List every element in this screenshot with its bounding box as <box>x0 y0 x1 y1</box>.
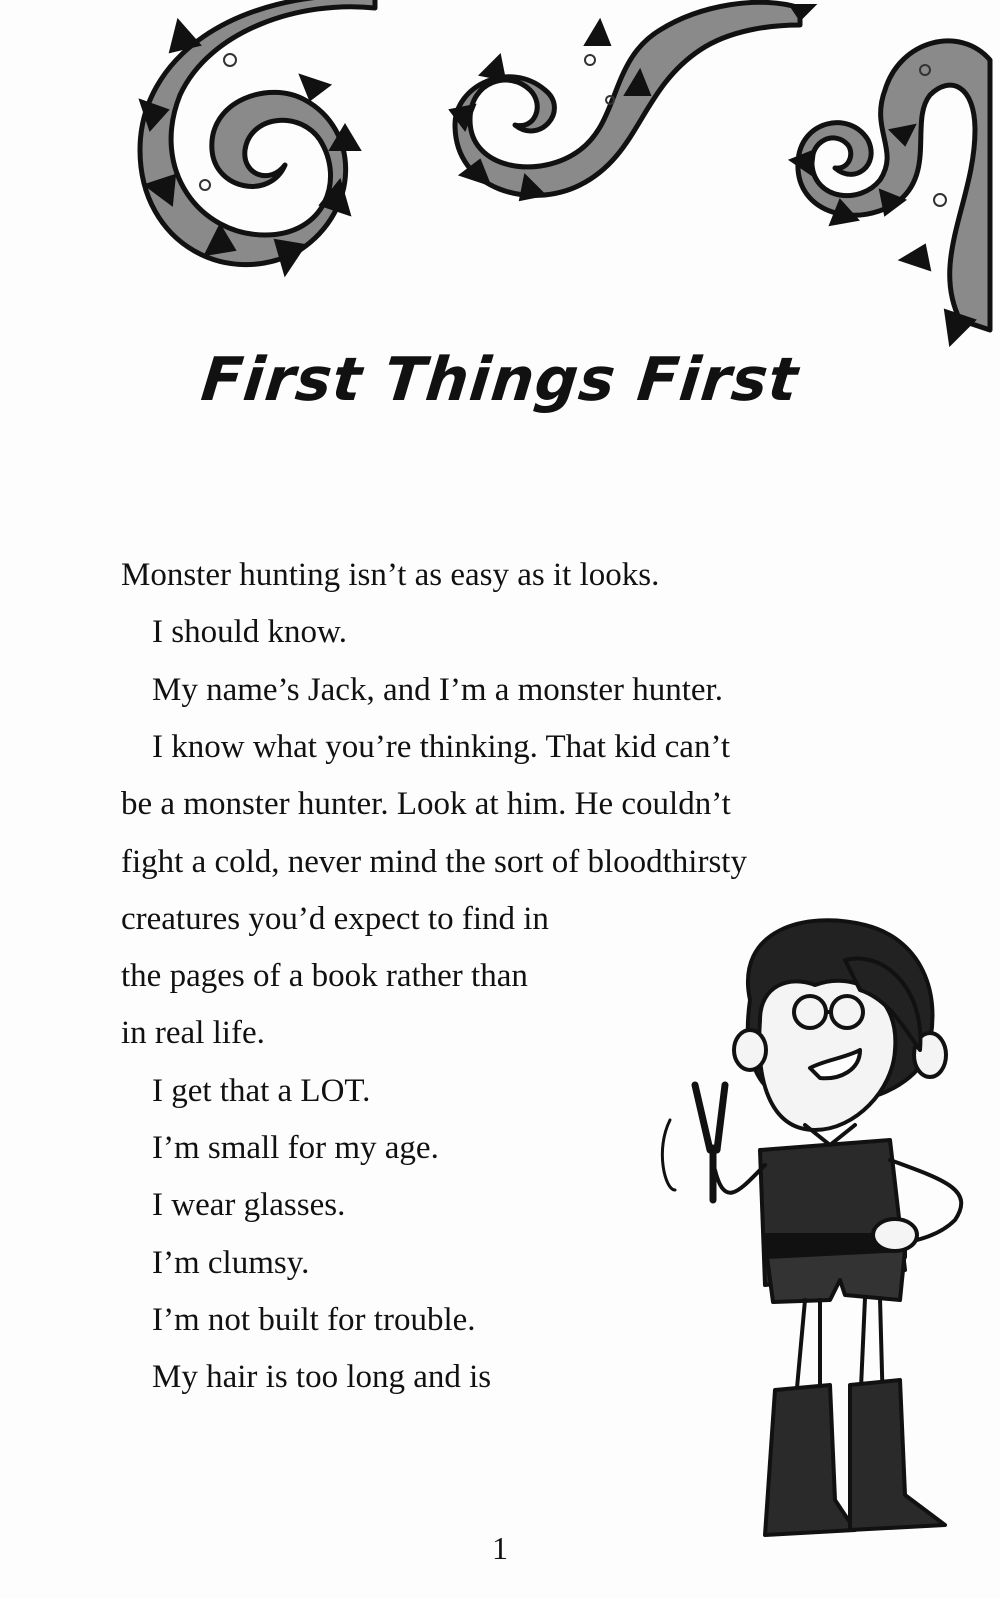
text-line: I’m small for my age. <box>152 1130 439 1166</box>
text-line: My hair is too long and is <box>152 1359 492 1396</box>
text-line: creatures you’d expect to find in <box>121 900 549 937</box>
text-line: I should know. <box>152 614 347 651</box>
text-line: be a monster hunter. Look at him. He couldn’t <box>121 786 731 823</box>
text-line: in real life. <box>121 1015 265 1052</box>
text-line: the pages of a book rather than <box>121 958 528 995</box>
text-line: I’m clumsy. <box>152 1244 310 1281</box>
text-line: I wear glasses. <box>152 1187 346 1224</box>
text-line: fight a cold, never mind the sort of bloodthirsty <box>121 843 747 880</box>
text-line: I know what you’re thinking. That kid can’t <box>152 728 730 765</box>
tentacle-illustration <box>0 0 1000 360</box>
jack-illustration <box>655 890 995 1580</box>
text-line: I’m not built for trouble. <box>152 1301 476 1338</box>
chapter-title: First Things First <box>198 345 802 415</box>
page-number: 1 <box>492 1530 508 1566</box>
text-line: I get that a LOT. <box>152 1072 371 1109</box>
text-line: Monster hunting isn’t as easy as it looks. <box>121 557 660 593</box>
text-line: My name’s Jack, and I’m a monster hunter. <box>152 671 723 708</box>
